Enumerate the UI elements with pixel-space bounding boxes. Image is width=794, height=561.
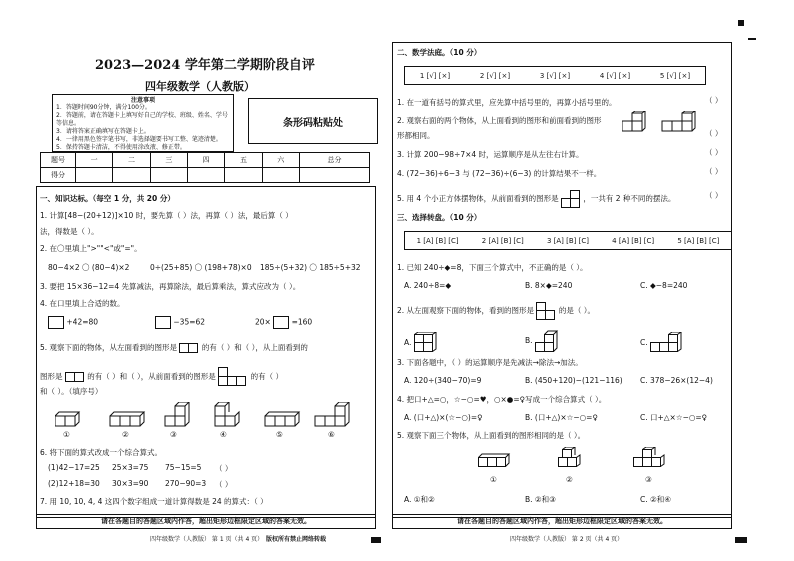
q2-a: 80−4×2 〇 (80−4)×2 [48, 263, 130, 272]
notice-5: 5．保持答题卡清洁，不得使用涂改液、修正带。 [56, 144, 186, 151]
q5-line-c: 和（ ）。（填序号） [40, 387, 103, 396]
q2-c: 185÷(5+32) 〇 185÷5+32 [260, 263, 361, 272]
choice-5-figure-1 [479, 454, 510, 467]
judge-5-text-a: 5. 用 4 个小正方体摆物体，从前面看到的图形是 [397, 194, 559, 203]
choice-5-b[interactable]: B. ②和③ [525, 495, 556, 504]
cube-shape-3 [165, 402, 189, 426]
subject-title: 四年级数学（人教版） [145, 80, 255, 93]
q4-c [255, 316, 312, 329]
judge-2-paren[interactable]: （ ） [705, 129, 723, 138]
choice-5-mark-3: ③ [645, 475, 652, 484]
mc-option[interactable]: 2 [A] [B] [C] [481, 236, 524, 245]
q5-line-b [40, 367, 283, 387]
shape-stair-icon [536, 302, 556, 320]
shape-two-squares-icon [179, 343, 199, 353]
score-header: 总分 [299, 153, 369, 168]
score-table [40, 152, 370, 183]
score-cell[interactable] [262, 168, 299, 183]
q4-c2-text: =160 [291, 317, 313, 327]
q6-row-2-ans[interactable]: （ ） [215, 480, 233, 489]
choice-2-c[interactable] [640, 332, 690, 354]
right-warning: 请在各题目的答题区域内作答，超出矩形边框限定区域的答案无效。 [392, 514, 732, 529]
year-title: 2023—2024 学年第二学期阶段自评 [95, 58, 315, 73]
copyright-note: 版权所有禁止网络转载 [266, 536, 327, 543]
q4-a-text: +42=80 [66, 317, 99, 327]
mc-answer-box [404, 231, 732, 250]
q5-b-text: 图形是 [40, 372, 63, 381]
choice-2-a-label: A. [404, 338, 412, 347]
cube-shapes [55, 402, 355, 438]
score-cell[interactable] [225, 168, 262, 183]
choice-5-mark-1: ① [490, 475, 497, 484]
q2-b: 0÷(25+85) 〇 (198+78)×0 [150, 263, 252, 272]
score-cell[interactable] [150, 168, 187, 183]
choice-4-b[interactable]: B. (口+△)×☆−○=♀ [525, 413, 598, 422]
judge-1-paren[interactable]: （ ） [705, 96, 723, 105]
mc-option[interactable]: 5 [A] [B] [C] [677, 236, 720, 245]
mc-option[interactable]: 1 [A] [B] [C] [416, 236, 459, 245]
score-row-label: 得分 [41, 168, 76, 183]
barcode-area [248, 98, 378, 144]
score-cell[interactable] [113, 168, 150, 183]
q6-row-1-b: 25×3=75 [112, 463, 149, 472]
q6-text: 6. 将下面的算式改成一个综合算式。 [40, 448, 163, 457]
notice-1: 1．答题时间90分钟，满分100分。 [56, 104, 151, 111]
q6-row-1-ans[interactable]: （ ） [215, 464, 233, 473]
q6-row-2-b: 30×3=90 [112, 479, 149, 488]
q5-a2-text: 的有（ ）和（ ），从上面看到的 [201, 343, 308, 352]
choice-3-a[interactable]: A. 120÷(340−70)=9 [404, 376, 482, 385]
score-cell[interactable] [187, 168, 224, 183]
judge-2-b: 形都相同。 [397, 131, 435, 140]
q6-row-1-a: (1)42−17=25 [48, 463, 100, 472]
score-header: 五 [225, 153, 262, 168]
q5-line-a [40, 342, 308, 353]
score-header: 四 [187, 153, 224, 168]
q5-b3-text: 的有（ ） [250, 372, 283, 381]
score-cell[interactable] [76, 168, 113, 183]
q5-a-text: 5. 观察下面的物体，从左面看到的图形是 [40, 343, 178, 352]
left-warning: 请在各题目的答题区域内作答，超出矩形边框限定区域的答案无效。 [36, 514, 376, 529]
choice-4-c[interactable]: C. 口+△×☆−○=♀ [640, 413, 708, 422]
tf-option[interactable]: 3 [√] [×] [539, 71, 571, 80]
choice-3-b[interactable]: B. (450+120)−(121−116) [525, 376, 623, 385]
choice-2-a[interactable] [404, 332, 444, 354]
choice-1-c[interactable]: C. ◆−8=240 [640, 281, 688, 290]
choice-5-figure-3 [634, 447, 665, 467]
choice-3: 3. 下面各题中，（ ）的运算顺序是先减法→除法→加法。 [397, 358, 583, 367]
tf-option[interactable]: 2 [√] [×] [479, 71, 511, 80]
section-2-title: 二、数学法庭。（10 分） [397, 48, 482, 57]
corner-marks [748, 38, 756, 40]
cube-shape-2 [110, 412, 144, 426]
judge-5-paren[interactable]: （ ） [705, 191, 723, 200]
choice-1: 1. 已知 240÷◆=8，下面三个算式中，不正确的是（ ）。 [397, 263, 588, 272]
page-marker [371, 537, 381, 543]
q6-row-2-c: 270−90=3 [165, 479, 207, 488]
right-footer: 四年级数学（人教版） 第 2 页（共 4 页） [510, 536, 624, 543]
judge-2-figure [622, 111, 702, 135]
choice-2-c-label: C. [640, 338, 648, 347]
section-3-title: 三、选择转盘。（10 分） [397, 213, 482, 222]
choice-3-c[interactable]: C. 378−26×(12−4) [640, 376, 713, 385]
notice-box [52, 94, 234, 152]
mc-option[interactable]: 4 [A] [B] [C] [612, 236, 655, 245]
judge-4: 4. (72−36)÷6−3 与 (72−36)÷(6−3) 的计算结果不一样。 [397, 169, 602, 178]
tf-option[interactable]: 4 [√] [×] [599, 71, 631, 80]
cube-shape-6 [315, 402, 349, 426]
choice-2 [397, 302, 595, 320]
score-header: 题号 [41, 153, 76, 168]
q4-a [48, 316, 98, 329]
notice-2: 2．答题前，请在答题卡上填写好自己的学校、班级、姓名、学号等信息。 [56, 112, 228, 127]
q6-row-2-a: (2)12+18=30 [48, 479, 100, 488]
left-footer: 四年级数学（人教版） 第 1 页（共 4 页） [150, 536, 264, 543]
cube-shape-4 [215, 402, 239, 426]
notice-title: 注意事项 [130, 97, 155, 104]
choice-5-figures [478, 447, 678, 473]
choice-2-a-figure [414, 332, 444, 354]
q4-b [155, 316, 205, 329]
choice-2-text: 2. 从左面观察下面的物体，看到的图形是 [397, 306, 535, 315]
judge-5 [397, 190, 675, 208]
choice-2-b[interactable] [525, 328, 565, 354]
choice-2-b-label: B. [525, 336, 533, 345]
blank-box[interactable] [155, 316, 171, 329]
tf-answer-box [404, 66, 706, 85]
q4-c-text: 20× [255, 317, 271, 327]
shape-stair-icon [561, 190, 581, 208]
shape-label-3: ③ [170, 430, 177, 439]
judge-3-paren[interactable]: （ ） [705, 148, 723, 157]
choice-2-text-b: 的是（ ）。 [558, 306, 595, 315]
mc-option[interactable]: 3 [A] [B] [C] [546, 236, 589, 245]
score-cell[interactable] [299, 168, 369, 183]
q2-text: 2. 在〇里填上">""<"或"="。 [40, 244, 142, 253]
q3-text: 3. 要把 15×36−12=4 先算减法，再算除法，最后算乘法，算式应改为（ ）。 [40, 282, 301, 291]
judge-4-paren[interactable]: （ ） [705, 167, 723, 176]
shape-two-squares-icon [65, 372, 85, 382]
q5-b2-text: 的有（ ）和（ ），从前面看到的图形是 [87, 372, 216, 381]
choice-2-c-figure [650, 332, 690, 354]
tf-option[interactable]: 5 [√] [×] [659, 71, 691, 80]
choice-4: 4. 把口+△=○，☆−○=♥，○×●=♀写成一个综合算式（ ）。 [397, 395, 607, 404]
corner-marks [738, 20, 744, 26]
blank-box[interactable] [273, 316, 289, 329]
shape-label-5: ⑤ [276, 430, 283, 439]
cube-shape-1 [55, 412, 79, 426]
choice-5-figure-2 [559, 447, 581, 467]
q1-line-b: 法，得数是（ ）。 [40, 227, 99, 236]
choice-5-mark-2: ② [566, 475, 573, 484]
judge-2-a: 2. 观察右面的两个物体，从上面看到的图形和前面看到的图形 [397, 116, 602, 125]
shape-label-1: ① [63, 430, 70, 439]
page-marker [735, 537, 747, 543]
judge-1: 1. 在一道有括号的算式里，应先算中括号里的，再算小括号里的。 [397, 98, 617, 107]
shape-label-4: ④ [220, 430, 227, 439]
judge-3: 3. 计算 200−98÷7×4 时，运算顺序是从左往右计算。 [397, 150, 584, 159]
section-1-title: 一、知识达标。（每空 1 分，共 20 分） [40, 194, 175, 203]
q6-row-1-c: 75−15=5 [165, 463, 202, 472]
q4-text: 4. 在口里填上合适的数。 [40, 299, 125, 308]
shape-label-6: ⑥ [328, 430, 335, 439]
choice-5-a[interactable]: A. ①和② [404, 495, 435, 504]
choice-1-b[interactable]: B. 8×◆=240 [525, 281, 573, 290]
choice-1-a[interactable]: A. 240÷8=◆ [404, 281, 452, 290]
score-header: 三 [150, 153, 187, 168]
score-header: 二 [113, 153, 150, 168]
choice-5: 5. 观察下面三个物体，从上面看到的图形相同的是（ ）。 [397, 431, 586, 440]
shape-l-squares-icon [218, 367, 248, 387]
judge-5-text-b: ，一共有 2 种不同的摆法。 [583, 194, 676, 203]
tf-option[interactable]: 1 [√] [×] [419, 71, 451, 80]
choice-4-a[interactable]: A. (口+△)×(☆−○)=♀ [404, 413, 483, 422]
shape-label-2: ② [122, 430, 129, 439]
notice-3: 3．请将答案正确填写在答题卡上。 [56, 128, 150, 135]
notice-4: 4．一律用黑色签字笔书写，非选择题要书写工整、笔迹清楚。 [56, 136, 222, 143]
q1-line-a: 1. 计算[48−(20+12)]×10 时，要先算（ ）法，再算（ ）法，最后算（ ） [40, 211, 293, 220]
q4-b-text: −35=62 [173, 317, 206, 327]
score-header: 一 [76, 153, 113, 168]
choice-2-b-figure [535, 328, 565, 354]
choice-5-c[interactable]: C. ②和④ [640, 495, 671, 504]
barcode-label: 条形码粘贴处 [283, 117, 343, 129]
q7-text: 7. 用 10, 10, 4, 4 这四个数字组成一道计算得数是 24 的算式：（ ） [40, 497, 268, 506]
cube-shape-5 [265, 412, 299, 426]
score-header: 六 [262, 153, 299, 168]
blank-box[interactable] [48, 316, 64, 329]
